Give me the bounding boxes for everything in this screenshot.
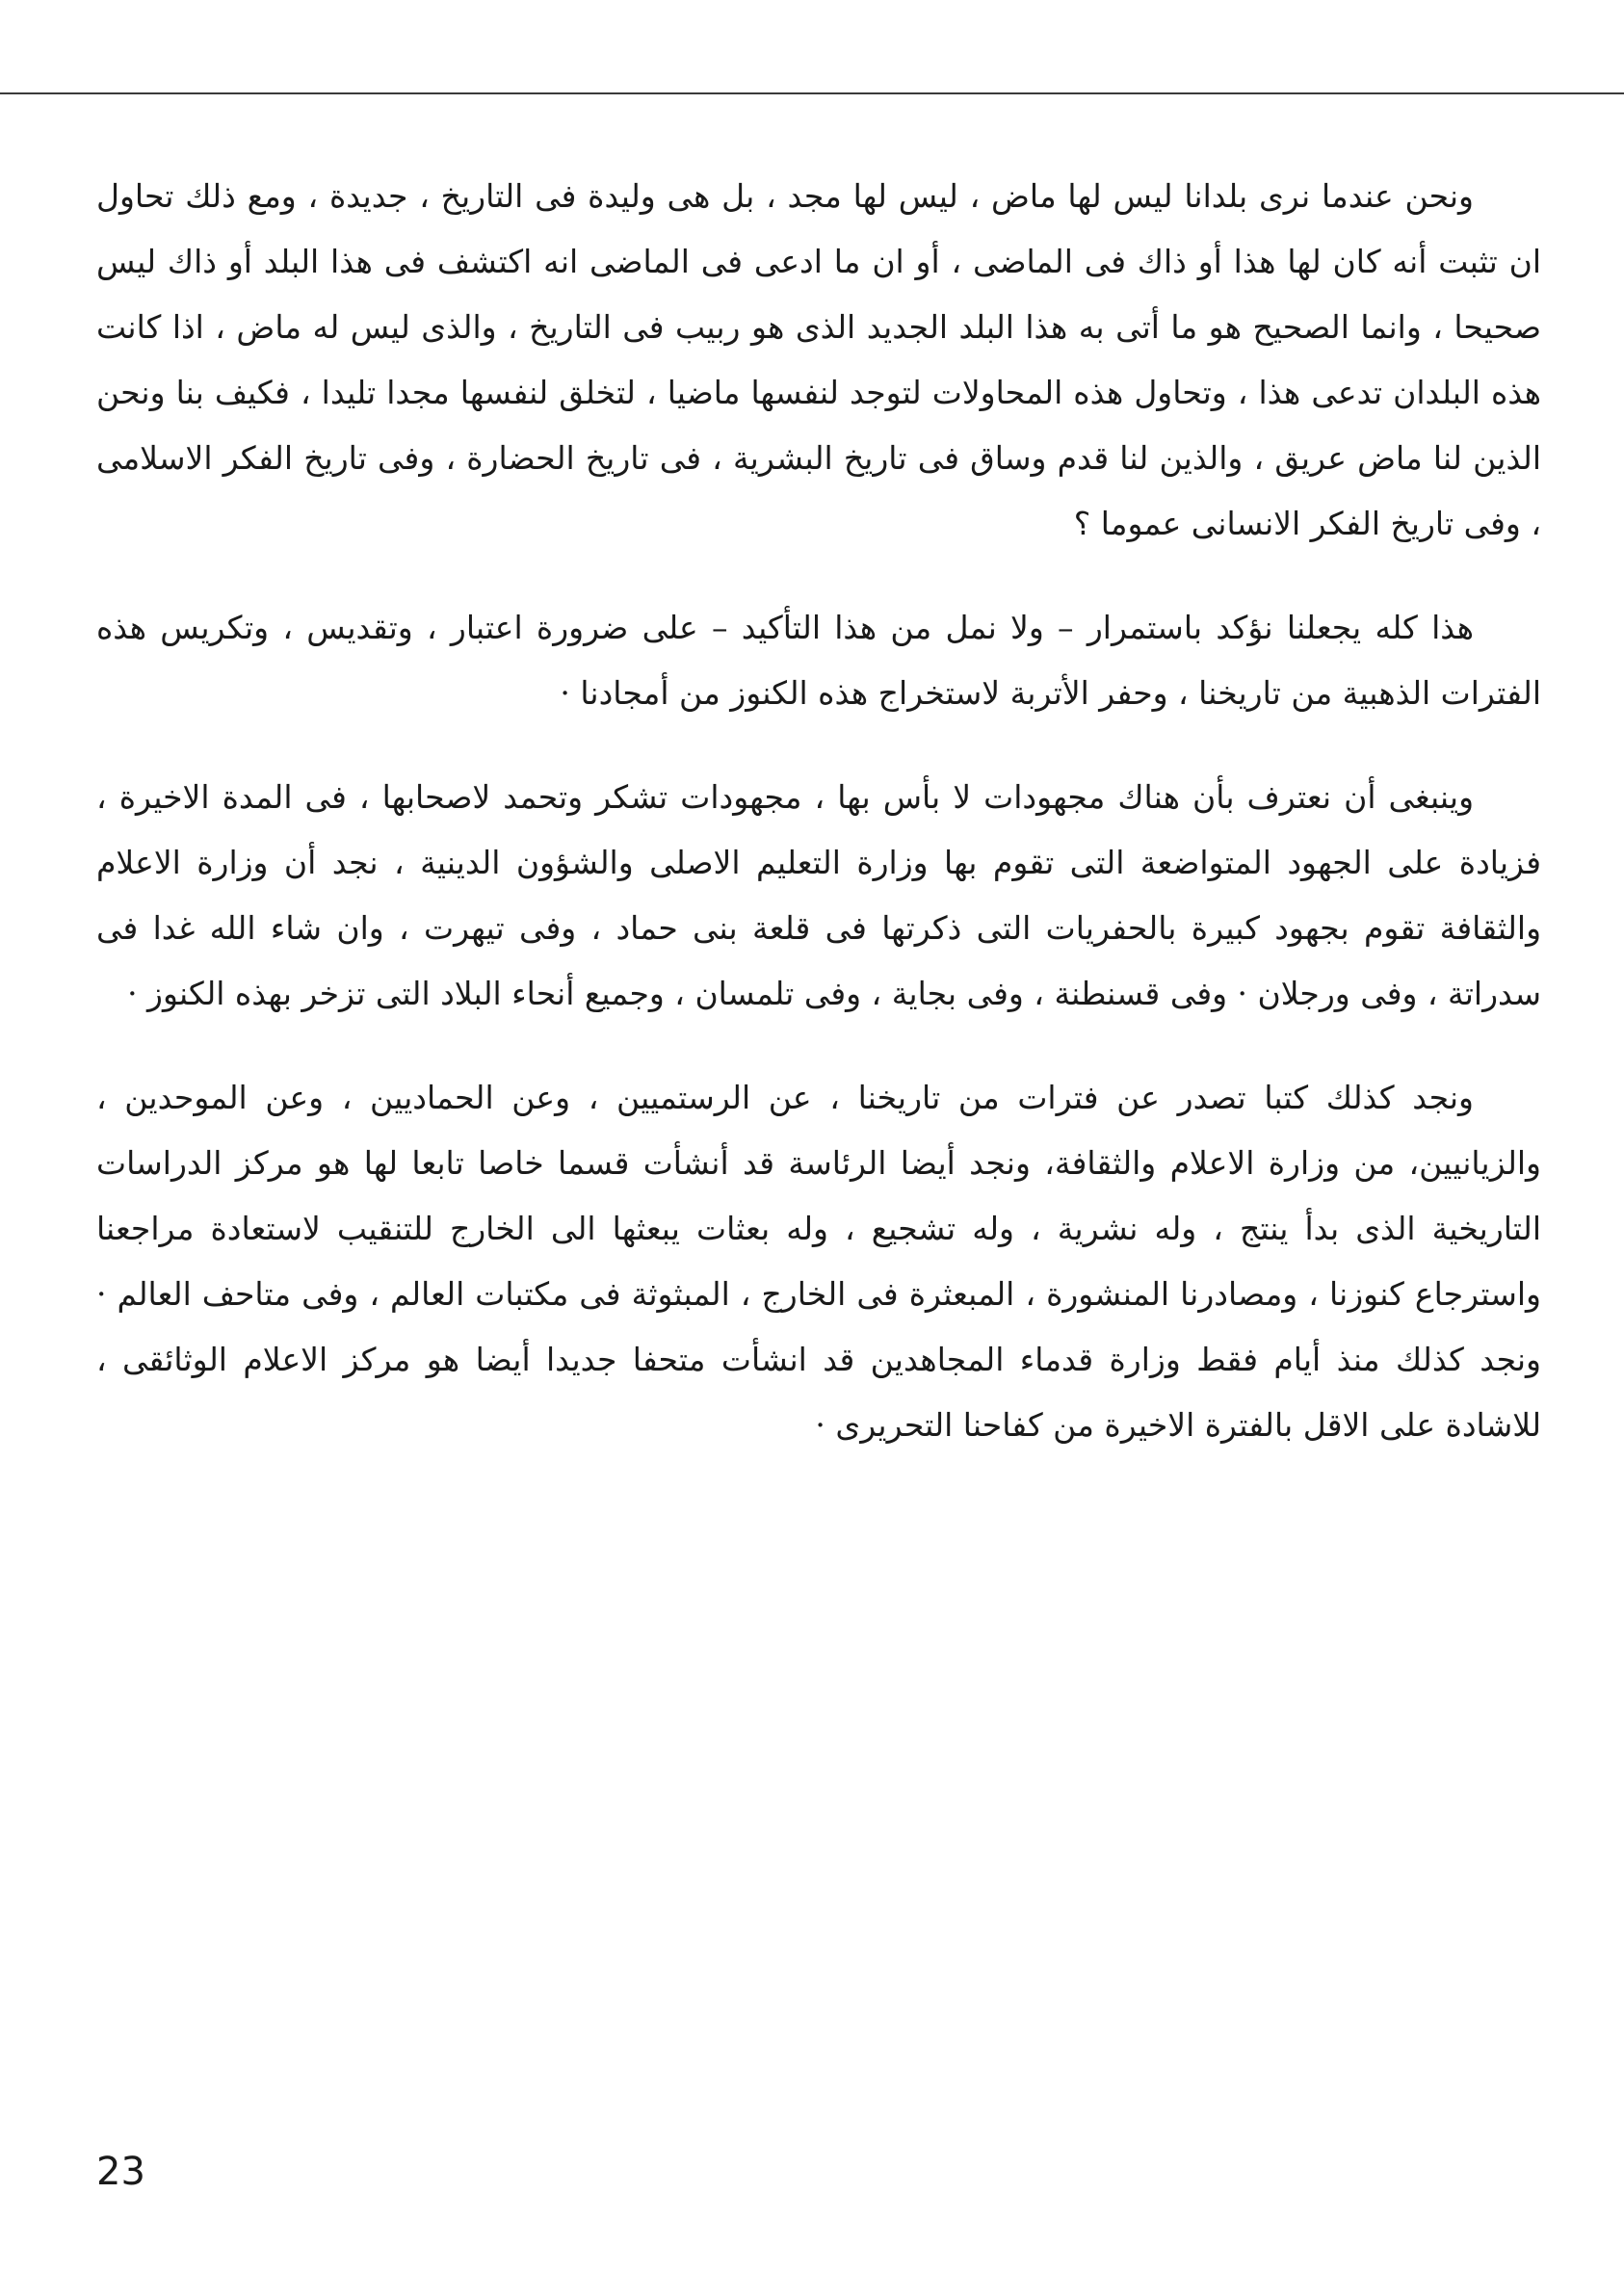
page-body bbox=[96, 164, 1541, 1497]
paragraph-4: ونجد كذلك كتبا تصدر عن فترات من تاريخنا ، عن الرستميين ، وعن الحماديين ، وعن الموحدين ، والزيانيين، من وزارة الاعلام والثقافة، ونجد أيضا الرئاسة قد أنشأت قسما خاصا تابعا لها هو مركز الدراسات التاريخية الذى بدأ ينتج ، وله نشرية ، وله تشجيع ، وله بعثات يبعثها الى الخارج للتنقيب لاستعادة مراجعنا واسترجاع كنوزنا ، ومصادرنا المنشورة ، المبعثرة فى الخارج ، المبثوثة فى مكتبات العالم ، وفى متاحف العالم · ونجد كذلك منذ أيام فقط وزارة قدماء المجاهدين قد انشأت متحفا جديدا أيضا هو مركز الاعلام الوثائقى ، للاشادة على الاقل بالفترة الاخيرة من كفاحنا التحريرى · bbox=[96, 1079, 1541, 1444]
paragraph-1: ونحن عندما نرى بلدانا ليس لها ماض ، ليس لها مجد ، بل هى وليدة فى التاريخ ، جديدة ، ومع ذلك تحاول ان تثبت أنه كان لها هذا أو ذاك فى الماضى ، أو ان ما ادعى فى الماضى انه اكتشف فى هذا البلد أو ذاك ليس صحيحا ، وانما الصحيح هو ما أتى به هذا البلد الجديد الذى هو ربيب فى التاريخ ، والذى ليس له ماض ، اذا كانت هذه البلدان تدعى هذا ، وتحاول هذه المحاولات لتوجد لنفسها ماضيا ، لتخلق لنفسها مجدا تليدا ، فكيف بنا ونحن الذين لنا ماض عريق ، والذين لنا قدم وساق فى تاريخ البشرية ، فى تاريخ الحضارة ، وفى تاريخ الفكر الاسلامى ، وفى تاريخ الفكر الانسانى عموما ؟ bbox=[96, 177, 1541, 542]
paragraph-3: وينبغى أن نعترف بأن هناك مجهودات لا بأس بها ، مجهودات تشكر وتحمد لاصحابها ، فى المدة الاخيرة ، فزيادة على الجهود المتواضعة التى تقوم بها وزارة التعليم الاصلى والشؤون الدينية ، نجد أن وزارة الاعلام والثقافة تقوم بجهود كبيرة بالحفريات التى ذكرتها فى قلعة بنى حماد ، وفى تيهرت ، وان شاء الله غدا فى سدراتة ، وفى ورجلان · وفى قسنطنة ، وفى بجاية ، وفى تلمسان ، وجميع أنحاء البلاد التى تزخر بهذه الكنوز · bbox=[96, 778, 1541, 1012]
top-rule bbox=[0, 92, 1624, 94]
paragraph-2: هذا كله يجعلنا نؤكد باستمرار – ولا نمل من هذا التأكيد – على ضرورة اعتبار ، وتقديس ، وتكريس هذه الفترات الذهبية من تاريخنا ، وحفر الأتربة لاستخراج هذه الكنوز من أمجادنا · bbox=[96, 609, 1541, 712]
page-number: 23 bbox=[96, 2150, 145, 2194]
